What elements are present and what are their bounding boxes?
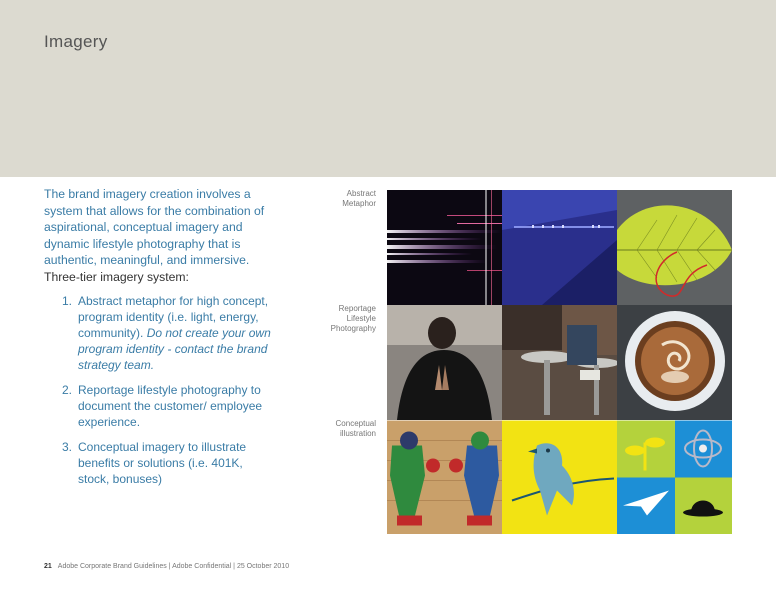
list-item — [44, 382, 274, 430]
footer-text: Adobe Corporate Brand Guidelines | Adobe Confidential | 25 October 2010 — [57, 563, 290, 570]
row-label-line: illustration — [339, 429, 376, 438]
list-item-text: Conceptual imagery to illustrate benefits or solutions (i.e. 401K, stock, bonuses) — [78, 440, 247, 486]
list-item-text: Abstract metaphor for high concept, program identity (i.e. light, energy, community). — [78, 294, 269, 340]
row-label-conceptual — [286, 419, 376, 439]
illustration-icon-quad — [617, 420, 732, 534]
page-title: Imagery — [44, 32, 108, 51]
page-number: 21 — [44, 563, 52, 570]
imagery-grid — [387, 190, 732, 534]
row-label-abstract — [286, 189, 376, 209]
intro-paragraph: The brand imagery creation involves a system that allows for the combination of aspirational, conceptual imagery and dynamic lifestyle photography that is authentic, meaningful, and immersive. — [44, 187, 265, 267]
abstract-blue-panel-image — [502, 190, 617, 305]
imagery-tier-list — [44, 293, 274, 496]
list-number: 2. — [62, 383, 73, 397]
illustration-bird — [502, 420, 617, 534]
list-item — [44, 293, 274, 373]
row-label-reportage — [286, 304, 376, 334]
row-label-line: Lifestyle — [346, 314, 376, 323]
list-subheading: Three-tier imagery system: — [44, 270, 189, 284]
list-number: 1. — [62, 294, 73, 308]
list-item-emphasis: Do not create your own program identity - contact the brand strategy team. — [78, 326, 271, 372]
illustration-boxers — [387, 420, 502, 534]
row-label-line: Photography — [330, 324, 376, 333]
row-label-line: Reportage — [338, 304, 376, 313]
row-label-line: Abstract — [346, 189, 376, 198]
abstract-light-streaks-image — [387, 190, 502, 305]
abstract-leaf-image — [617, 190, 732, 305]
list-item-text: Reportage lifestyle photography to document the customer/ employee experience. — [78, 383, 263, 429]
row-label-line: Metaphor — [342, 199, 376, 208]
page-footer — [44, 563, 289, 570]
photo-bar-stools — [502, 305, 617, 420]
page-header-band — [0, 0, 776, 177]
list-item — [44, 439, 274, 487]
list-number: 3. — [62, 440, 73, 454]
photo-person-praying-hands — [387, 305, 502, 420]
photo-latte-art — [617, 305, 732, 420]
row-label-line: Conceptual — [335, 419, 376, 428]
